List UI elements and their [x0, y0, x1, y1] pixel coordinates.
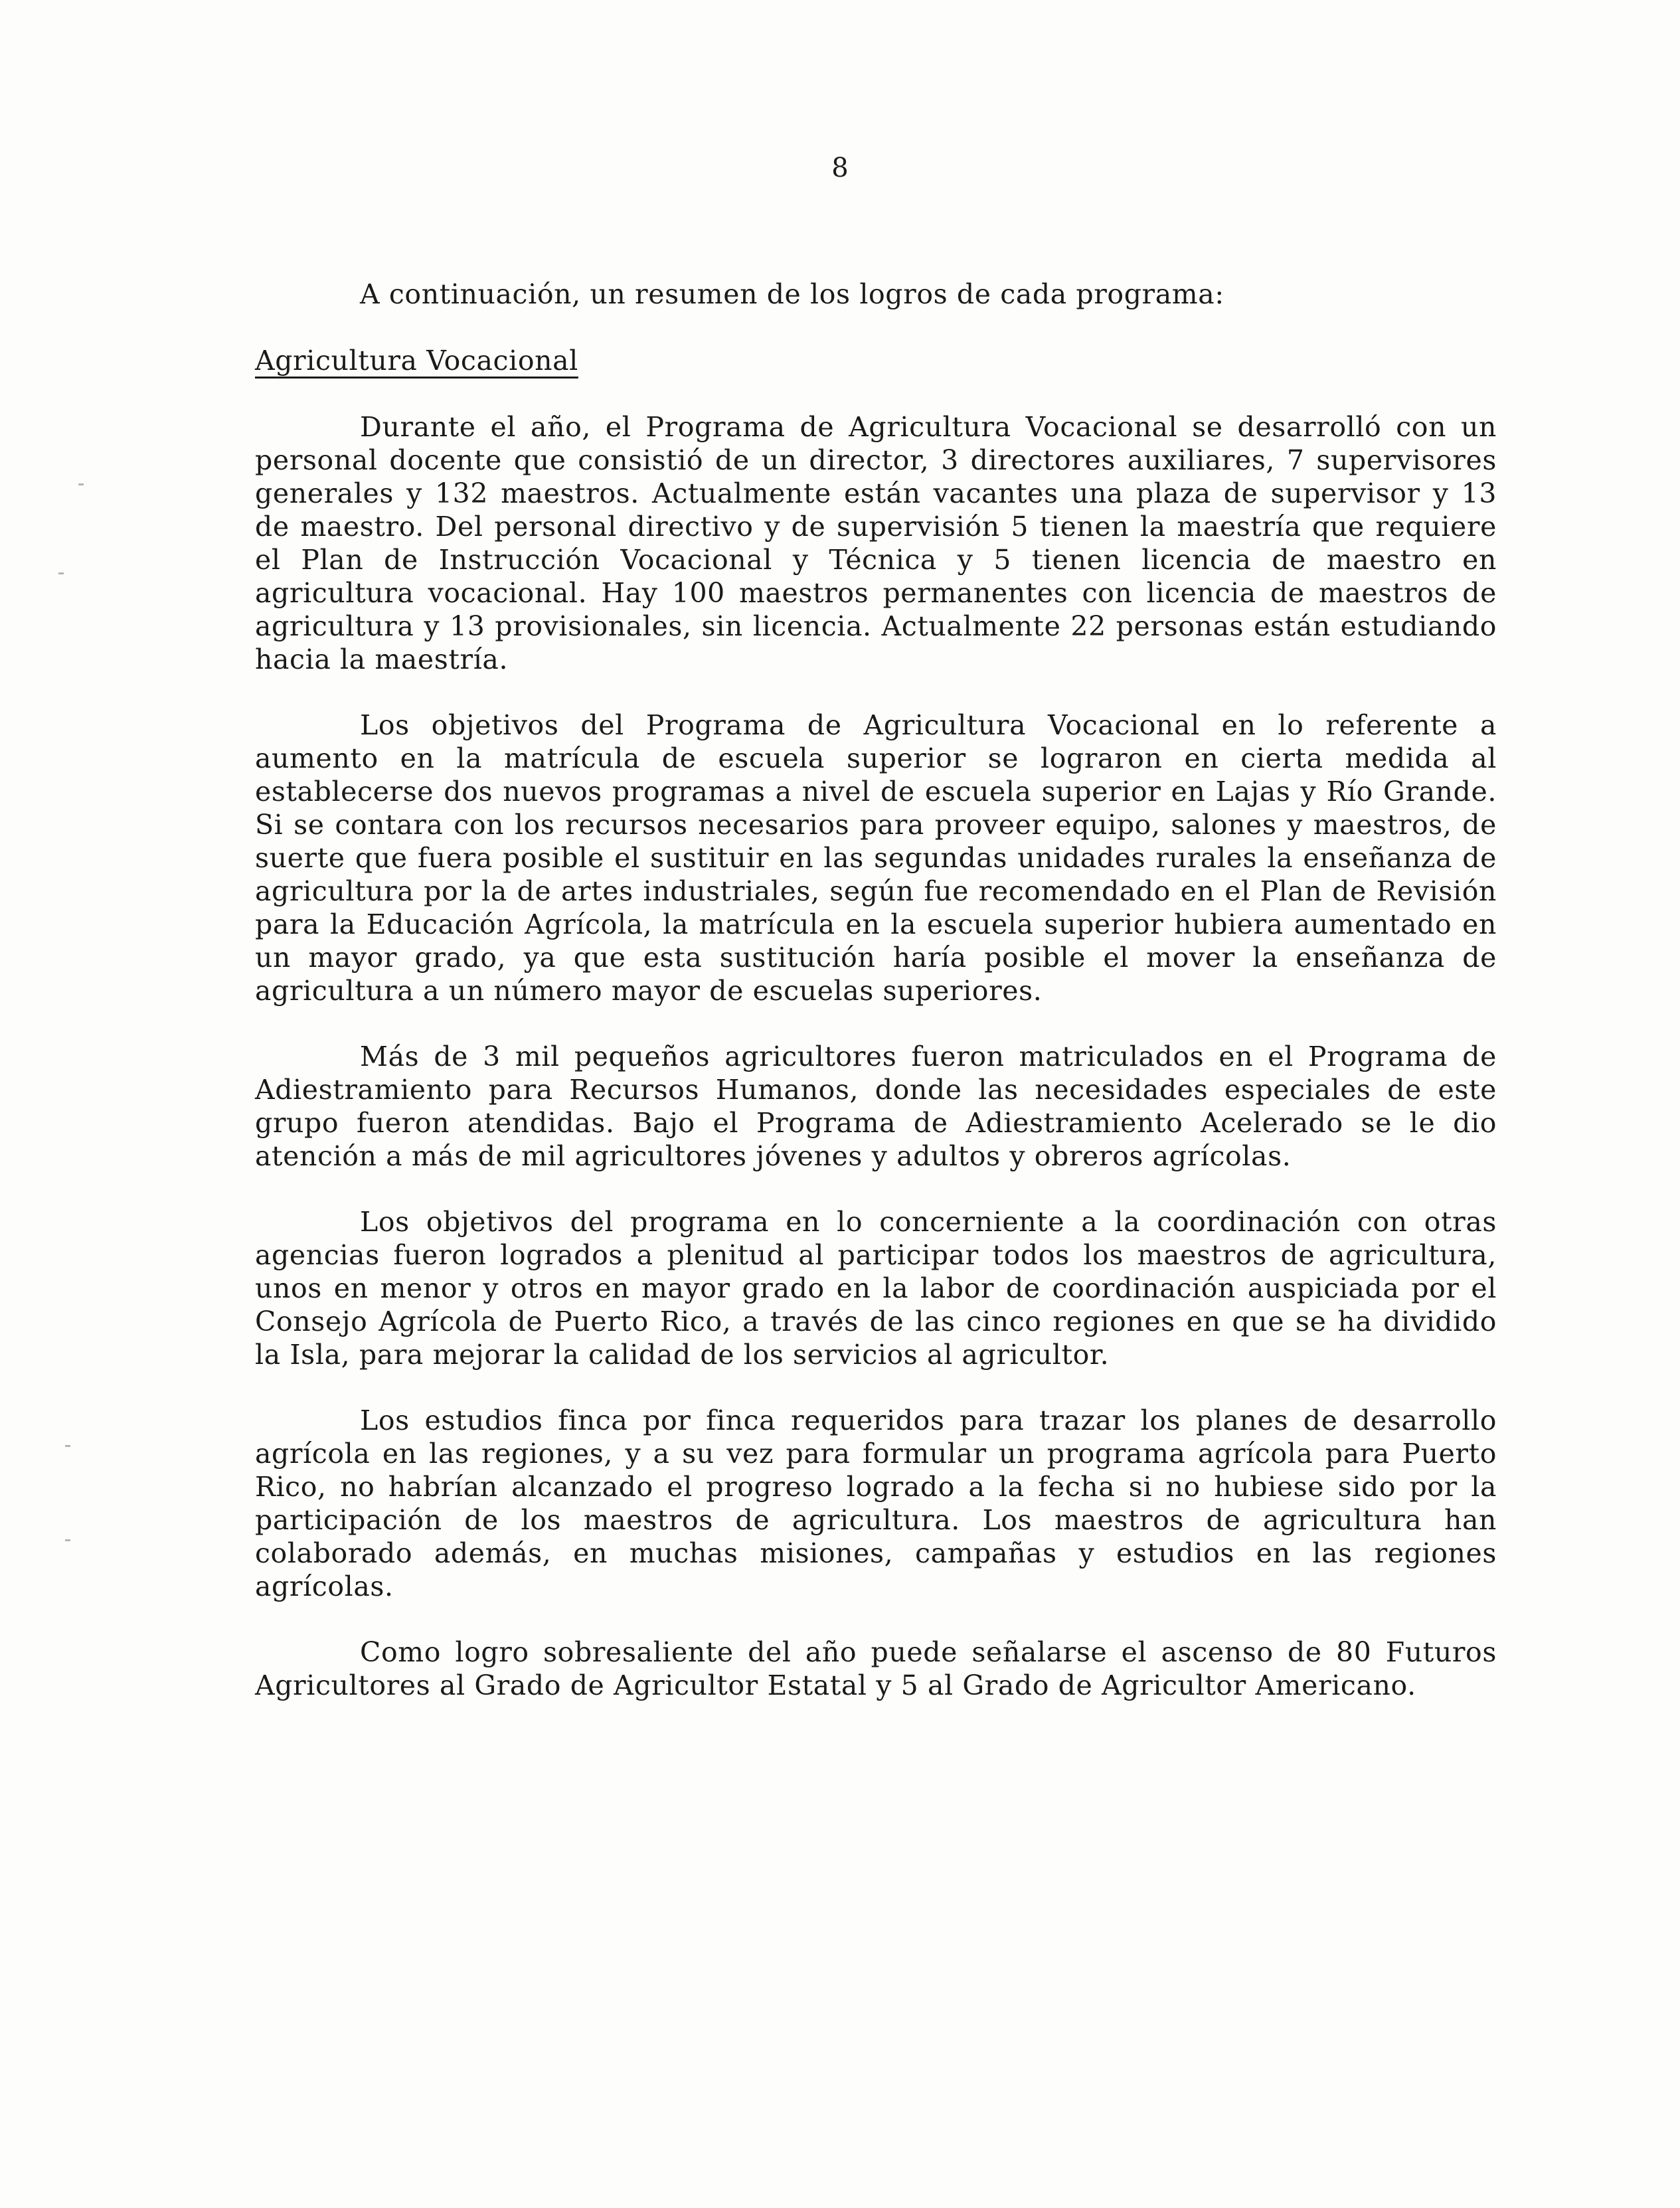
paragraph-coordination: Los objetivos del programa en lo concerniente a la coordinación con otras agencias fueron logrados a plenitud al participar todos los maestros de agricultura, unos en menor y otros en mayor grado en la labor de coordinación auspiciada por el Consejo Agrícola de Puerto Rico, a través de las cinco regiones en que se ha dividido la Isla, para mejorar la calidad de los servicios al agricultor.	[255, 1206, 1497, 1371]
margin-speck	[78, 483, 84, 485]
intro-line: A continuación, un resumen de los logros de cada programa:	[360, 278, 1224, 310]
paragraph-staff: Durante el año, el Programa de Agricultura Vocacional se desarrolló con un personal docente que consistió de un director, 3 directores auxiliares, 7 supervisores generales y 132 maestros. Actualmente están vacantes una plaza de supervisor y 13 de maestro. Del personal directivo y de supervisión 5 tienen la maestría que requiere el Plan de Instrucción Vocacional y Técnica y 5 tienen licencia de maestro en agricultura vocacional. Hay 100 maestros permanentes con licencia de maestros de agricultura y 13 provisionales, sin licencia. Actualmente 22 personas están estudiando hacia la maestría.	[255, 411, 1497, 675]
page-number: 8	[831, 153, 849, 183]
paragraph-small-farmers: Más de 3 mil pequeños agricultores fueron matriculados en el Programa de Adiestramiento para Recursos Humanos, donde las necesidades especiales de este grupo fueron atendidas. Bajo el Programa de Adiestramiento Acelerado se le dio atención a más de mil agricultores jóvenes y adultos y obreros agrícolas.	[255, 1041, 1497, 1172]
margin-speck	[65, 1539, 70, 1541]
margin-speck	[58, 572, 64, 574]
margin-speck	[65, 1445, 70, 1447]
paragraph-achievement: Como logro sobresaliente del año puede señalarse el ascenso de 80 Futuros Agricultores al Grado de Agricultor Estatal y 5 al Grado de Agricultor Americano.	[255, 1636, 1497, 1701]
paragraph-enrollment: Los objetivos del Programa de Agricultura Vocacional en lo referente a aumento en la matrícula de escuela superior se lograron en cierta medida al establecerse dos nuevos programas a nivel de escuela superior en Lajas y Río Grande. Si se contara con los recursos necesarios para proveer equipo, salones y maestros, de suerte que fuera posible el sustituir en las segundas unidades rurales la enseñanza de agricultura por la de artes industriales, según fue recomendado en el Plan de Revisión para la Educación Agrícola, la matrícula en la escuela superior hubiera aumentado en un mayor grado, ya que esta sustitución haría posible el mover la enseñanza de agricultura a un número mayor de escuelas superiores.	[255, 709, 1497, 1007]
section-heading: Agricultura Vocacional	[255, 345, 578, 377]
document-body	[255, 278, 1497, 1702]
paragraph-farm-studies: Los estudios finca por finca requeridos para trazar los planes de desarrollo agrícola en las regiones, y a su vez para formular un programa agrícola para Puerto Rico, no habrían alcanzado el progreso logrado a la fecha si no hubiese sido por la participación de los maestros de agricultura. Los maestros de agricultura han colaborado además, en muchas misiones, campañas y estudios en las regiones agrícolas.	[255, 1404, 1497, 1602]
